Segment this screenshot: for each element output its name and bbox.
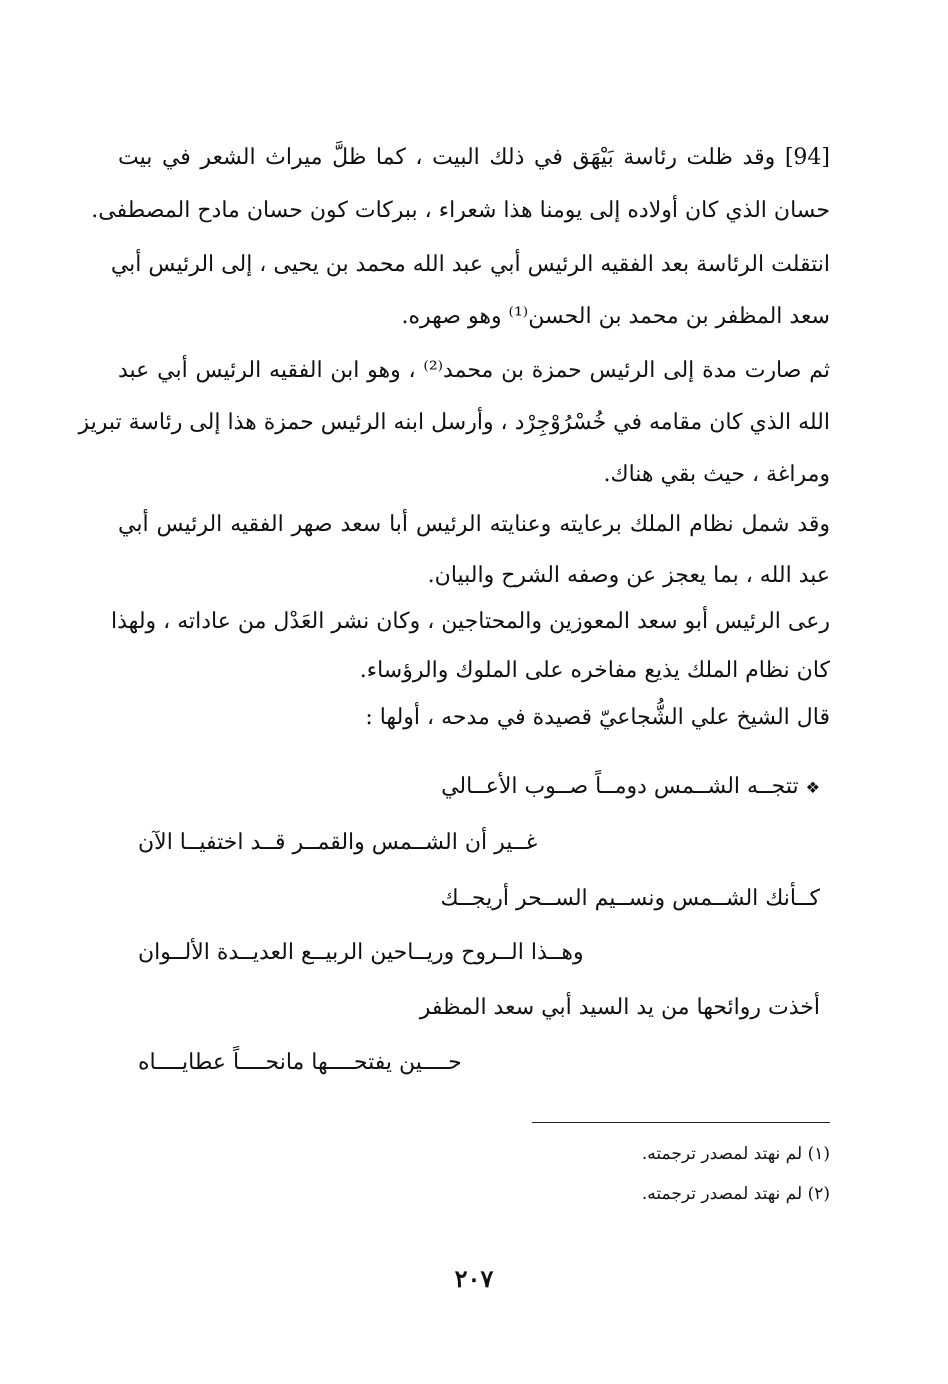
paragraph-5-line-2: كان نظام الملك يذيع مفاخره على الملوك والرؤساء. xyxy=(359,658,830,683)
paragraph-3-line-2: الله الذي كان مقامه في خُسْرُوْجِرْد ، وأرسل ابنه الرئيس حمزة هذا إلى رئاسة تبريز xyxy=(78,410,830,435)
footnote-1: (١) لم نهتد لمصدر ترجمته. xyxy=(641,1144,830,1164)
paragraph-2-line-2: سعد المظفر بن محمد بن الحسن⁽¹⁾ وهو صهره. xyxy=(401,304,830,329)
poem-verse-1 xyxy=(441,772,820,803)
paragraph-3-line-3: ومراغة ، حيث بقي هناك. xyxy=(603,462,830,487)
paragraph-1-line-1: [94] وقد ظلت رئاسة بَيْهَق في ذلك البيت ، كما ظلَّ ميراث الشعر في بيت xyxy=(118,145,830,170)
poem-verse-6: حــــين يفتحــــها مانحــــاً عطايــــاه xyxy=(138,1050,462,1075)
poem-verse-1-text: تتجــه الشــمس دومــاً صــوب الأعــالي xyxy=(441,774,799,799)
diamond-bullet-icon: ❖ xyxy=(805,778,820,797)
paragraph-3-line-1: ثم صارت مدة إلى الرئيس حمزة بن محمد⁽²⁾ ، وهو ابن الفقيه الرئيس أبي عبد xyxy=(118,358,831,383)
page-number: ٢٠٧ xyxy=(454,1264,494,1293)
footnote-2: (٢) لم نهتد لمصدر ترجمته. xyxy=(641,1184,830,1204)
paragraph-1-line-2: حسان الذي كان أولاده إلى يومنا هذا شعراء ، ببركات كون حسان مادح المصطفى. xyxy=(91,198,830,223)
poem-verse-3: كــأنك الشــمس ونســيم الســحر أريجــك xyxy=(440,886,820,911)
paragraph-2-line-1: انتقلت الرئاسة بعد الفقيه الرئيس أبي عبد الله محمد بن يحيى ، إلى الرئيس أبي xyxy=(110,252,830,277)
paragraph-5-line-1: رعى الرئيس أبو سعد المعوزين والمحتاجين ، وكان نشر العَدْل من عاداته ، ولهذا xyxy=(111,609,830,634)
footnote-divider xyxy=(532,1122,830,1123)
poem-verse-2: غــير أن الشــمس والقمــر قــد اختفيــا الآن xyxy=(138,830,538,855)
poem-verse-4: وهــذا الــروح وريــاحين الربيــع العديــدة الألــوان xyxy=(138,940,584,965)
paragraph-6-line-1: قال الشيخ علي الشُّجاعيّ قصيدة في مدحه ، أولها : xyxy=(365,705,830,730)
paragraph-4-line-2: عبد الله ، بما يعجز عن وصفه الشرح والبيان. xyxy=(427,563,830,588)
poem-verse-5: أخذت روائحها من يد السيد أبي سعد المظفر xyxy=(419,995,820,1020)
paragraph-4-line-1: وقد شمل نظام الملك برعايته وعنايته الرئيس أبا سعد صهر الفقيه الرئيس أبي xyxy=(118,512,830,537)
